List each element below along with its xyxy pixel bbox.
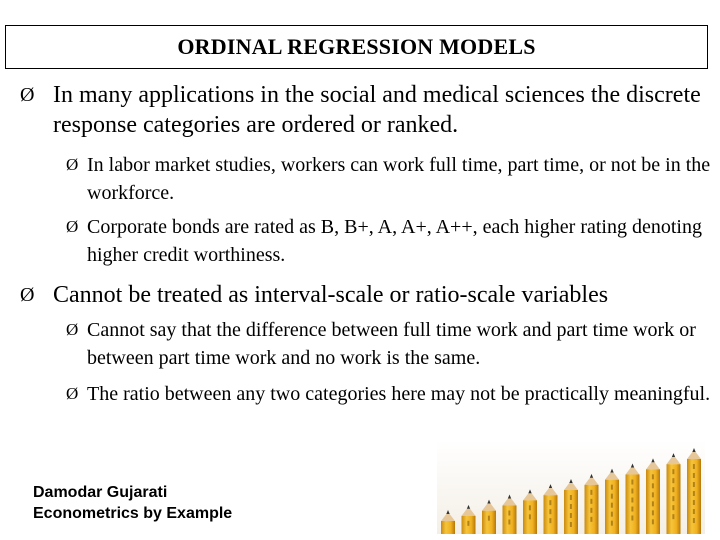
pencil <box>667 453 681 534</box>
pencils-of-increasing-height-icon <box>437 440 705 534</box>
title-box <box>5 25 708 69</box>
sub-bullet-1-1 <box>66 151 712 207</box>
sub-bullet-2-1 <box>66 316 712 372</box>
arrow-bullet-icon: Ø <box>66 217 79 236</box>
bullet-2-text: Cannot be treated as interval-scale or ratio-scale variables <box>53 282 609 308</box>
sub-bullet-1-1-text: In labor market studies, workers can work full time, part time, or not be in the workforce. <box>87 154 711 204</box>
footer-credit <box>33 482 232 524</box>
pencil <box>626 464 640 535</box>
pencil <box>564 479 578 534</box>
arrow-bullet-icon: Ø <box>66 384 79 403</box>
pencil <box>646 458 660 534</box>
arrow-bullet-icon: Ø <box>66 320 79 339</box>
footer-author: Damodar Gujarati <box>33 484 168 501</box>
sub-bullet-2-2 <box>66 380 712 408</box>
sub-bullet-1-2 <box>66 213 712 269</box>
bullet-2 <box>20 280 710 310</box>
slide-title: ORDINAL REGRESSION MODELS <box>177 34 536 59</box>
sub-bullet-2-1-text: Cannot say that the difference between full time work and part time work or between part time work and no work is the same. <box>87 319 696 369</box>
arrow-bullet-icon: Ø <box>20 84 35 106</box>
bullet-1 <box>20 80 710 140</box>
bullet-1-text: In many applications in the social and medical sciences the discrete response categories are ordered or ranked. <box>53 82 701 138</box>
pencil <box>605 469 619 534</box>
arrow-bullet-icon: Ø <box>66 155 79 174</box>
pencil <box>585 474 599 534</box>
footer-book: Econometrics by Example <box>33 505 233 522</box>
pencil <box>687 448 701 534</box>
arrow-bullet-icon: Ø <box>20 284 35 306</box>
sub-bullet-1-2-text: Corporate bonds are rated as B, B+, A, A+, A++, each higher rating denoting higher credit worthiness. <box>87 216 702 266</box>
sub-bullet-2-2-text: The ratio between any two categories here may not be practically meaningful. <box>87 383 711 405</box>
